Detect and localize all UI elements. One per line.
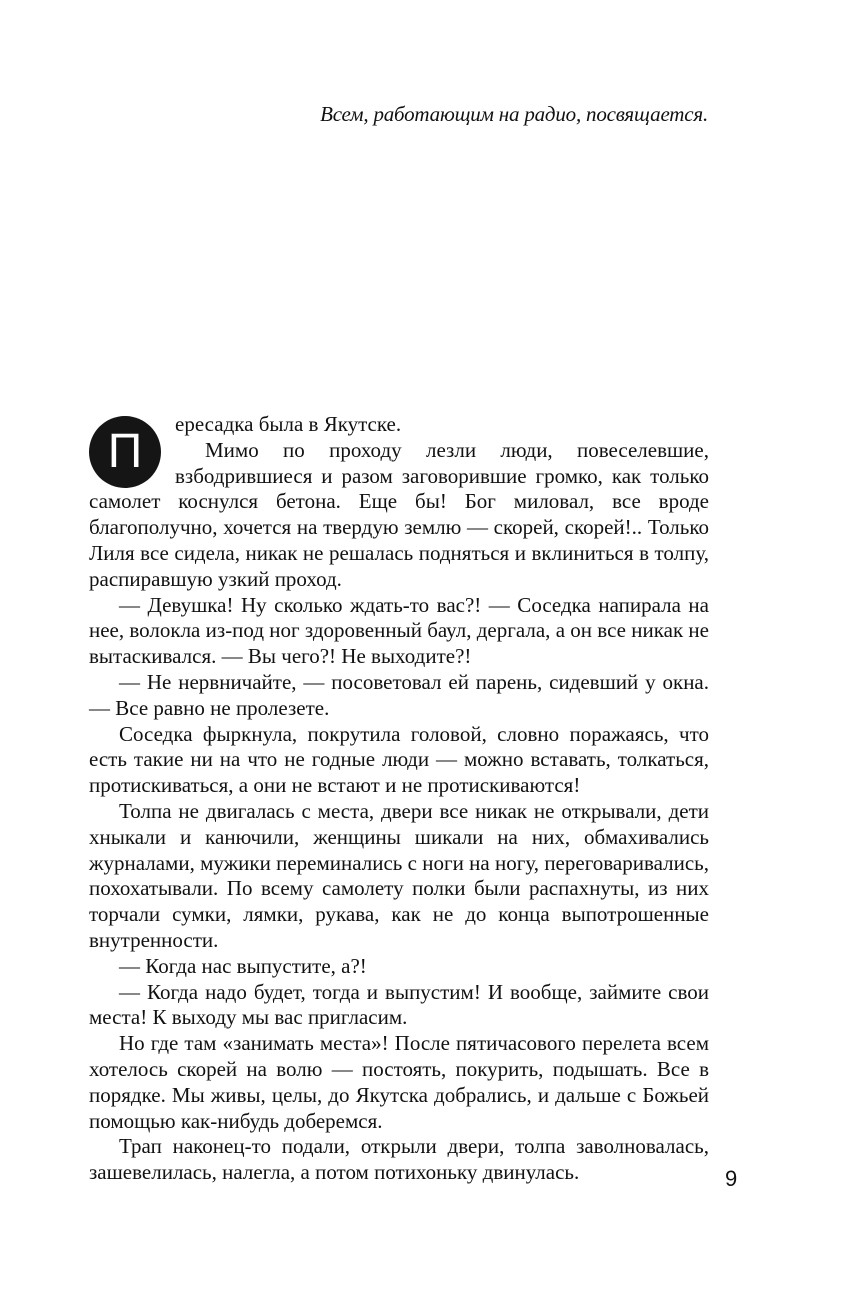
dedication: Всем, работающим на радио, посвящается. [320, 102, 708, 126]
paragraph-3: — Девушка! Ну сколько ждать-то вас?! — Соседка напирала на нее, волокла из-под ног здоровенный баул, дергала, а он все никак не вытаскивался. — Вы чего?! Не выходите?! [89, 592, 709, 669]
paragraph-4: — Не нервничайте, — посоветовал ей парень, сидевший у окна. — Все равно не пролезете. [89, 669, 709, 720]
paragraph-7: — Когда нас выпустите, а?! [119, 953, 367, 978]
paragraph-9: Но где там «занимать места»! После пятичасового перелета всем хотелось скорей на волю — постоять, покурить, подышать. Все в порядке. Мы живы, целы, до Якутска добрались, и дальше с Божьей помощью как-нибудь доберемся. [89, 1031, 709, 1133]
paragraph-5: Соседка фыркнула, покрутила головой, словно поражаясь, что есть такие ни на что не годные люди — можно вставать, толкаться, протискиваться, а они не встают и не протискиваются! [89, 721, 709, 798]
paragraph-2: Мимо по проходу лезли люди, повеселевшие, взбодрившиеся и разом заговорившие громко, как только самолет коснулся бетона. Еще бы! Бог миловал, все вроде благополучно, хочется на твердую землю — скорей, скорей!.. Только Лиля все сидела, никак не решалась подняться и вклиниться в толпу, распиравшую узкий проход. [89, 437, 709, 591]
paragraph-8: — Когда надо будет, тогда и выпустим! И вообще, займите свои места! К выходу мы вас пригласим. [89, 979, 709, 1030]
drop-cap: П [89, 416, 161, 488]
paragraph-6: Толпа не двигалась с места, двери все никак не открывали, дети хныкали и канючили, женщины шикали на них, обмахивались журналами, мужики переминались с ноги на ногу, переговаривались, похохатывали. По всему самолету полки были распахнуты, из них торчали сумки, лямки, рукава, как не до конца выпотрошенные внутренности. [89, 798, 709, 952]
chapter-text [89, 412, 709, 1186]
paragraph-1-text: ересадка была в Якутске. [175, 412, 402, 436]
page-number: 9 [725, 1166, 738, 1191]
paragraph-1 [89, 412, 709, 478]
paragraph-10: Трап наконец-то подали, открыли двери, толпа заволновалась, зашевелилась, налегла, а потом потихоньку двинулась. [89, 1134, 709, 1185]
